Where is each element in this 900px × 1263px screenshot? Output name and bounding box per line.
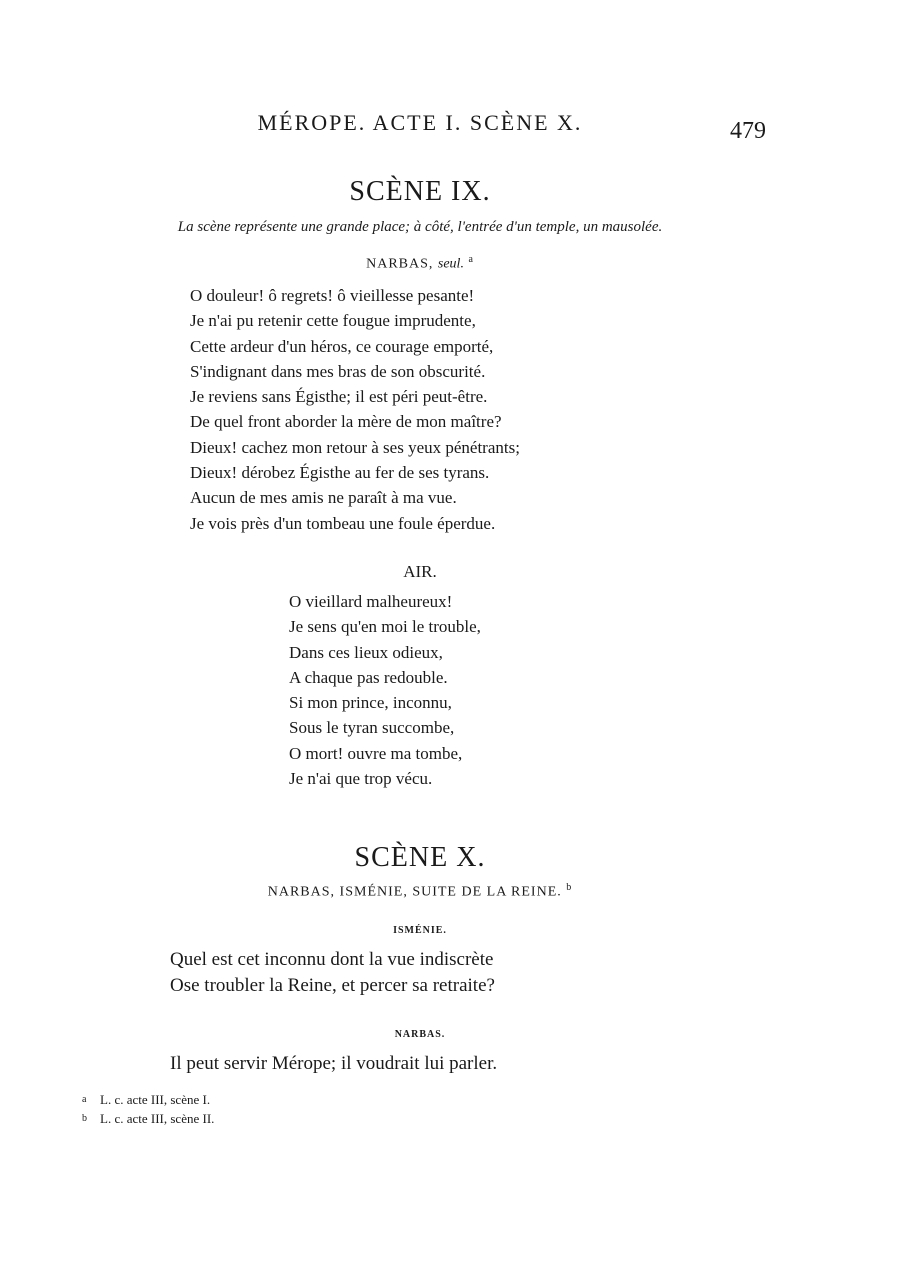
verse-line: Je vois près d'un tombeau une foule éperdue. (190, 513, 496, 533)
speaker-name: NARBAS, (366, 256, 438, 272)
scene-x-title: SCÈNE X. (354, 842, 486, 873)
stage-direction: La scène représente une grande place; à côté, l'entrée d'un temple, un mausolée. (177, 219, 663, 235)
verse-line: Aucun de mes amis ne paraît à ma vue. (190, 488, 457, 508)
air-line: Dans ces lieux odieux, (289, 642, 443, 662)
scene-ix-speaker (0, 254, 840, 273)
footnote-text: L. c. acte III, scène II. (100, 1111, 215, 1126)
footnotes (82, 1090, 214, 1128)
air-line: Je sens qu'en moi le trouble, (289, 617, 481, 637)
air-title: AIR. (403, 562, 437, 581)
air-line: O vieillard malheureux! (289, 592, 453, 611)
air-line: A chaque pas redouble. (289, 667, 448, 687)
verse-line: Dieux! dérobez Égisthe au fer de ses tyrans. (190, 463, 490, 483)
footnote-mark: b (82, 1113, 87, 1124)
verse-line: Cette ardeur d'un héros, ce courage emporté, (190, 336, 494, 356)
speaker-ismenie: ISMÉNIE. (393, 925, 447, 936)
footnote (82, 1109, 214, 1128)
speaker-note: seul. (437, 256, 464, 272)
air-verses (289, 589, 481, 791)
footnote-mark-b: b (566, 882, 573, 893)
footnote-mark-a: a (468, 254, 474, 265)
scene-x-characters (0, 882, 840, 901)
footnote (82, 1090, 214, 1109)
verse-line: Dieux! cachez mon retour à ses yeux pénétrants; (190, 437, 520, 457)
verse-line: S'indignant dans mes bras de son obscurité. (190, 361, 486, 381)
scene-ix-title: SCÈNE IX. (349, 176, 491, 207)
footnote-mark: a (82, 1094, 87, 1105)
monologue-verses (190, 283, 520, 536)
air-line: Je n'ai que trop vécu. (289, 769, 433, 789)
page-number: 479 (730, 118, 766, 144)
air-line: O mort! ouvre ma tombe, (289, 743, 463, 763)
verse-line: Quel est cet inconnu dont la vue indiscrète (170, 949, 494, 970)
speaker-narbas: NARBAS. (394, 1029, 446, 1040)
ismenie-verses (170, 947, 495, 999)
verse-line: Je reviens sans Égisthe; il est péri peut-être. (190, 387, 488, 407)
running-head: MÉROPE. ACTE I. SCÈNE X. (257, 110, 583, 135)
footnote-text: L. c. acte III, scène I. (100, 1092, 211, 1107)
verse-line: Ose troubler la Reine, et percer sa retraite? (170, 975, 495, 996)
narbas-verses (170, 1051, 497, 1077)
air-line: Sous le tyran succombe, (289, 718, 455, 738)
verse-line: O douleur! ô regrets! ô vieillesse pesante! (190, 286, 475, 305)
verse-line: Je n'ai pu retenir cette fougue imprudente, (190, 311, 476, 331)
verse-line: De quel front aborder la mère de mon maître? (190, 412, 502, 432)
characters-list: NARBAS, ISMÉNIE, SUITE DE LA REINE. (267, 884, 562, 900)
verse-line: Il peut servir Mérope; il voudrait lui parler. (170, 1053, 498, 1074)
air-line: Si mon prince, inconnu, (289, 693, 452, 713)
